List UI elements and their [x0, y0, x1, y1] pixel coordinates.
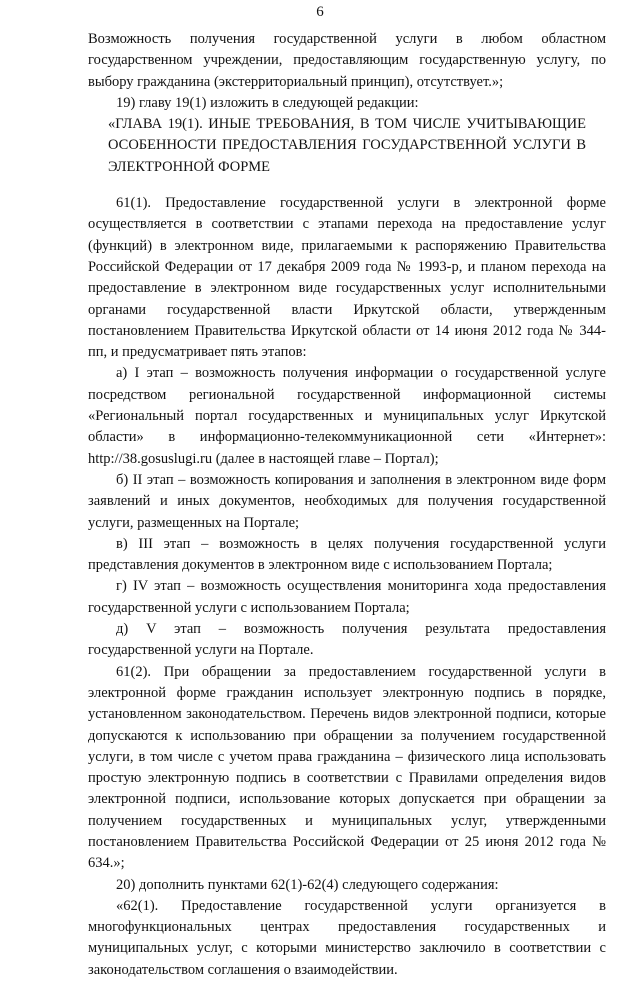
chapter-heading: «ГЛАВА 19(1). ИНЫЕ ТРЕБОВАНИЯ, В ТОМ ЧИСЛЕ УЧИТЫВАЮЩИЕ ОСОБЕННОСТИ ПРЕДОСТАВЛЕНИЯ ГОСУДАРСТВЕННОЙ УСЛУГИ В ЭЛЕКТРОННОЙ ФОРМЕ [108, 116, 586, 175]
spacer [88, 178, 606, 193]
document-body [88, 29, 606, 981]
list-item-d: д) V этап – возможность получения результата предоставления государственной услуги на Портале. [88, 621, 606, 659]
paragraph-62-1: «62(1). Предоставление государственной услуги организуется в многофункциональных центрах предоставления государственных и муниципальных услуг, с которыми министерство заключило в соответствии с законодательством соглашения о взаимодействии. [88, 897, 606, 978]
list-item-a: а) I этап – возможность получения информации о государственной услуге посредством региональной государственной информационной системы «Региональный портал государственных и муниципальных услуг Иркутской области» в информационно-телекоммуникационной сети «Интернет»: http://38.gosuslugi.ru (далее в настоящей главе – Портал); [88, 365, 606, 467]
paragraph-intro: Возможность получения государственной услуги в любом областном государственном учреждении, предоставляющим государственную услугу, по выбору гражданина (экстерриториальный принцип), отсутствует.»; [88, 31, 606, 90]
paragraph-item-19: 19) главу 19(1) изложить в следующей редакции: [116, 94, 419, 111]
paragraph-item-20: 20) дополнить пунктами 62(1)-62(4) следующего содержания: [116, 876, 499, 893]
page-number: 6 [316, 4, 324, 20]
list-item-b: б) II этап – возможность копирования и заполнения в электронном виде форм заявлений и иных документов, необходимых для получения государственной услуги, размещенных на Портале; [88, 471, 606, 531]
paragraph-61-2: 61(2). При обращении за предоставлением государственной услуги в электронной форме гражданин использует электронную подпись в порядке, установленном законодательством. Перечень видов электронной подписи, которые допускаются к использованию при обращении за получением государственной услуги, в том числе с учетом права гражданина – физического лица использовать простую электронную подпись в соответствии с Правилами определения видов электронной подписи, использование которых допускается при обращении за получением государственных и муниципальных услуг, утвержденными постановлением Правительства Российской Федерации от 25 июня 2012 года № 634.»; [88, 663, 606, 872]
list-item-g: г) IV этап – возможность осуществления мониторинга хода предоставления государственной услуги с использованием Портала; [88, 578, 606, 616]
list-item-v: в) III этап – возможность в целях получения государственной услуги представления документов в электронном виде с использованием Портала; [88, 535, 606, 574]
paragraph-61-1: 61(1). Предоставление государственной услуги в электронной форме осуществляется в соответствии с этапами перехода на предоставление услуг (функций) в электронном виде, прилагаемыми к распоряжению Правительства Российской Федерации от 17 декабря 2009 года № 1993-р, и планом перехода на предоставление в электронном виде государственных услуг исполнительными органами государственной власти Иркутской области, утвержденным постановлением Правительства Иркутской области от 14 июня 2012 года № 344-пп, и предусматривает пять этапов: [88, 195, 606, 361]
